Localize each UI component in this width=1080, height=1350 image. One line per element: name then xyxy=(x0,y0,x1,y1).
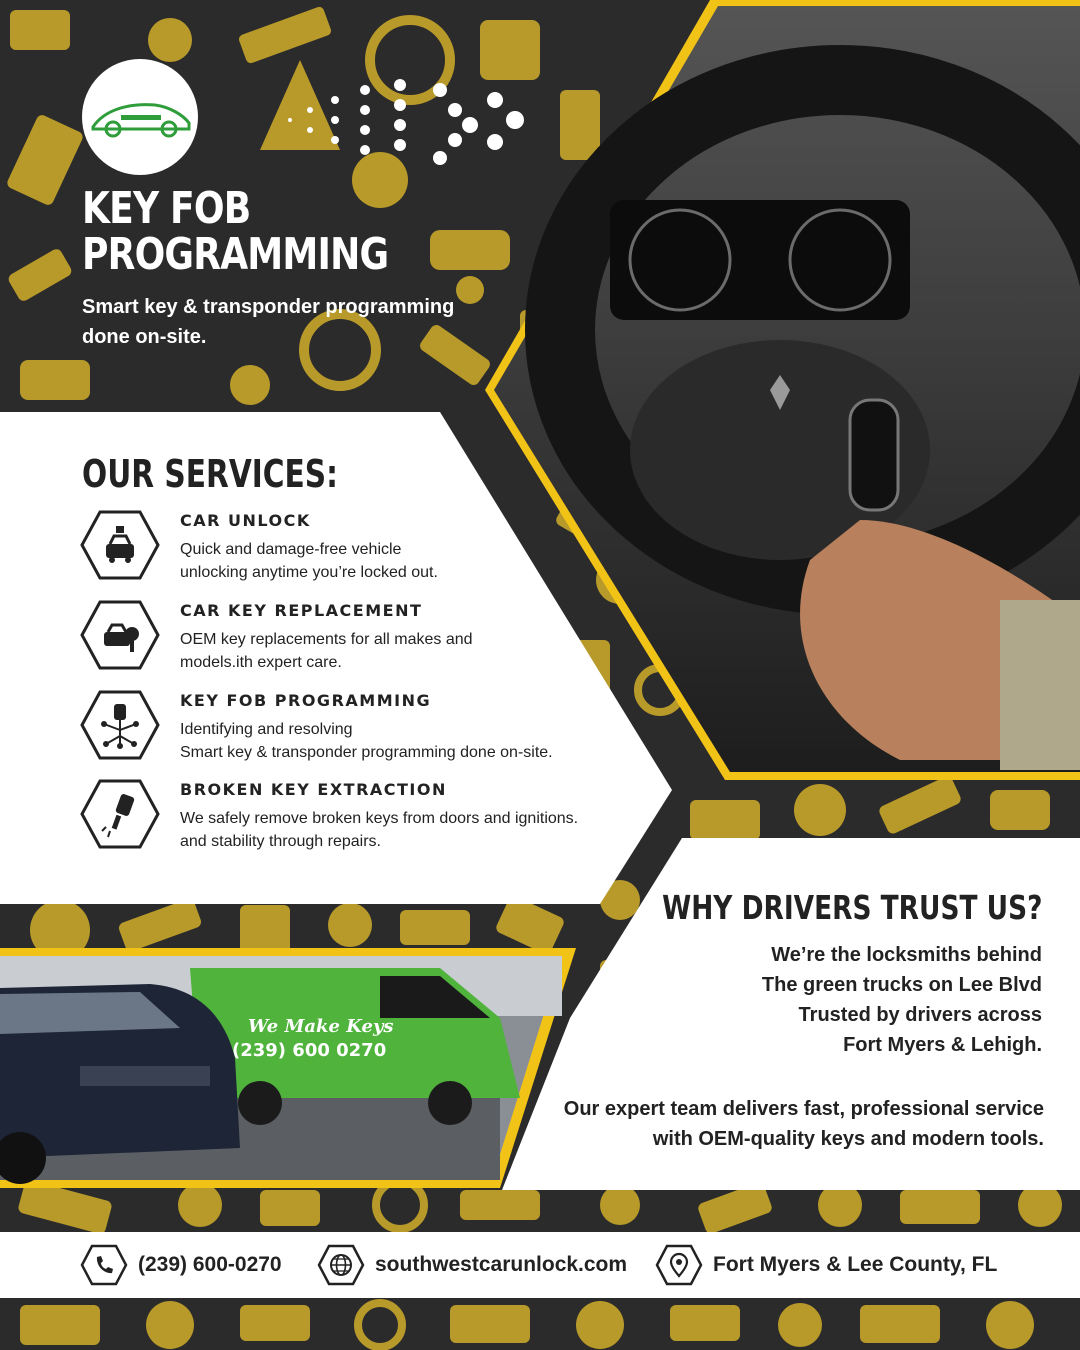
why-line: The green trucks on Lee Blvd xyxy=(761,974,1042,996)
car-logo-icon xyxy=(85,87,195,147)
website-link[interactable]: southwestcarunlock.com xyxy=(375,1253,628,1276)
phone-icon xyxy=(80,1244,128,1286)
why-line: Trusted by drivers across xyxy=(798,1004,1042,1026)
hero-subtitle: Smart key & transponder programming done on-site. xyxy=(82,296,455,348)
contact-website[interactable] xyxy=(317,1242,627,1288)
why-paragraph-line: with OEM-quality keys and modern tools. xyxy=(652,1128,1044,1150)
service-name: CAR KEY REPLACEMENT xyxy=(180,601,423,620)
why-line: We’re the locksmiths behind xyxy=(771,944,1042,966)
van-phone: (239) 600 0270 xyxy=(232,1040,387,1061)
service-name: BROKEN KEY EXTRACTION xyxy=(180,780,447,799)
service-description-line: Smart key & transponder programming done on-site. xyxy=(180,744,553,761)
location-text: Fort Myers & Lee County, FL xyxy=(713,1253,998,1276)
service-description xyxy=(180,538,640,584)
service-description-line: We safely remove broken keys from doors and ignitions. xyxy=(180,810,579,827)
service-description-line: Identifying and resolving xyxy=(180,721,353,738)
van-slogan: We Make Keys xyxy=(248,1016,394,1037)
service-description xyxy=(180,628,640,674)
service-description-line: unlocking anytime you’re locked out. xyxy=(180,564,438,581)
service-key-fob-programming xyxy=(80,690,640,776)
hero-title-line2: PROGRAMMING xyxy=(82,229,389,280)
car-lock-icon xyxy=(80,510,160,580)
why-paragraph-line: Our expert team delivers fast, professional service xyxy=(563,1098,1044,1120)
broken-key-icon xyxy=(80,779,160,849)
service-description-line: OEM key replacements for all makes and xyxy=(180,631,473,648)
car-key-icon xyxy=(80,600,160,670)
phone-number[interactable]: (239) 600-0270 xyxy=(138,1253,282,1276)
contact-location xyxy=(655,1242,997,1288)
why-line: Fort Myers & Lehigh. xyxy=(843,1034,1042,1056)
location-pin-icon xyxy=(655,1244,703,1286)
service-description-line: models.ith expert care. xyxy=(180,654,342,671)
why-paragraph xyxy=(524,1094,1044,1154)
service-name: KEY FOB PROGRAMMING xyxy=(180,691,432,710)
service-name: CAR UNLOCK xyxy=(180,511,311,530)
key-fob-icon xyxy=(80,690,160,760)
service-description xyxy=(180,718,640,764)
why-lines xyxy=(622,940,1042,1060)
why-title: WHY DRIVERS TRUST US? xyxy=(661,888,1042,927)
van-photo xyxy=(0,948,580,1194)
contact-phone[interactable] xyxy=(80,1242,282,1288)
services-title: OUR SERVICES: xyxy=(82,452,338,496)
globe-icon xyxy=(317,1244,365,1286)
service-description-line: and stability through repairs. xyxy=(180,833,381,850)
hero-title xyxy=(82,183,426,280)
service-description-line: Quick and damage-free vehicle xyxy=(180,541,402,558)
service-car-unlock xyxy=(80,510,640,596)
hero-title-line1: KEY FOB xyxy=(82,183,251,234)
company-logo xyxy=(82,59,198,175)
service-car-key-replacement xyxy=(80,600,640,686)
